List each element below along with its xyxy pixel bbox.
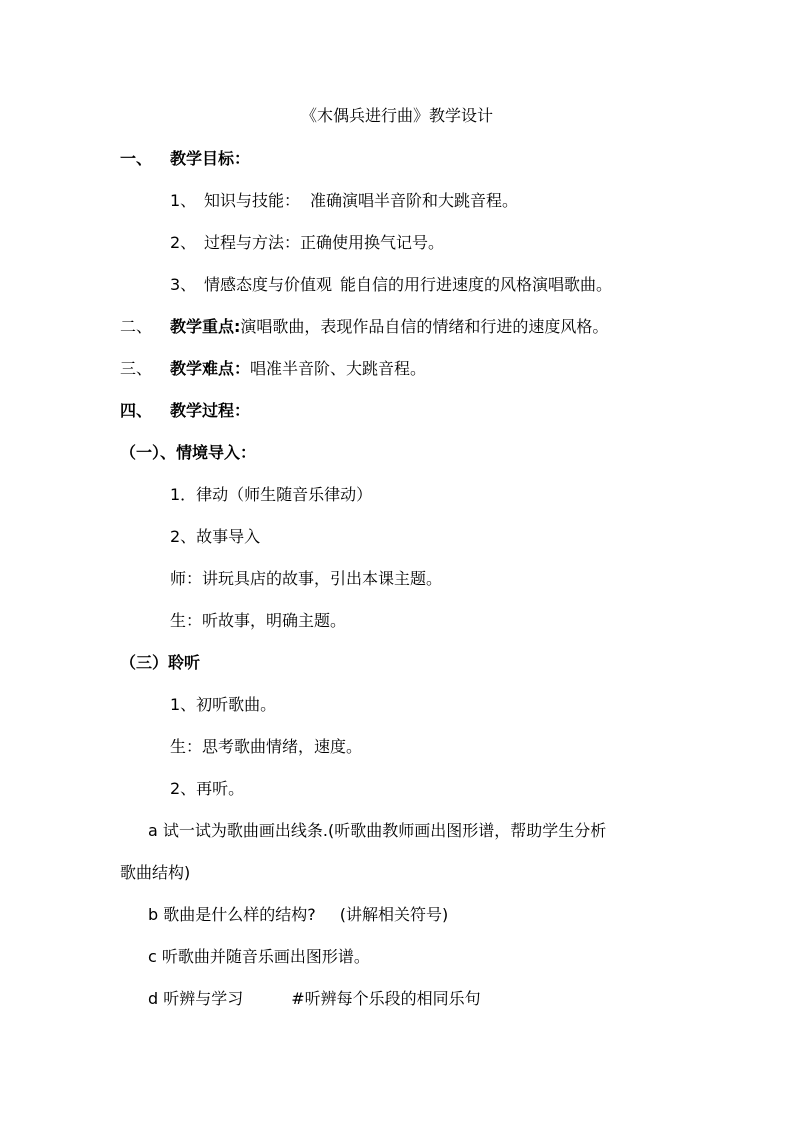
item-b-text: b 歌曲是什么样的结构? (148, 905, 316, 924)
objective-text: 准确演唱半音阶和大跳音程。 (310, 191, 519, 210)
objective-attitude (170, 274, 612, 296)
item-d-note: #听辨每个乐段的相同乐句 (291, 989, 481, 1008)
section-text: 演唱歌曲，表现作品自信的情绪和行进的速度风格。 (240, 317, 609, 336)
step-story-intro: 2、故事导入 (170, 527, 261, 546)
objective-label: 情感态度与价值观 (204, 275, 333, 294)
objective-knowledge (170, 190, 518, 212)
item-b (148, 904, 448, 926)
section-text: 唱准半音阶、大跳音程。 (250, 359, 427, 378)
teacher-activity: 师：讲玩具店的故事，引出本课主题。 (170, 569, 443, 588)
section-number: 四、 (120, 401, 153, 420)
section-heading: 教学目标： (170, 149, 251, 168)
section-difficulties (120, 358, 426, 380)
subsection-situation-intro: （一）、情境导入： (120, 443, 257, 462)
student-think: 生：思考歌曲情绪，速度。 (170, 737, 363, 756)
listen-again: 2、再听。 (170, 779, 245, 798)
objective-number: 1、 (170, 191, 197, 210)
item-c: c 听歌曲并随音乐画出图形谱。 (148, 947, 370, 966)
objective-text: 能自信的用行进速度的风格演唱歌曲。 (340, 275, 613, 294)
section-teaching-objectives (120, 148, 250, 170)
item-d-text: d 听辨与学习 (148, 989, 244, 1008)
document-title: 《木偶兵进行曲》教学设计 (300, 106, 493, 125)
item-b-note: (讲解相关符号) (339, 905, 449, 924)
objective-number: 3、 (170, 275, 197, 294)
section-key-points (120, 316, 608, 338)
section-number: 二、 (120, 317, 153, 336)
section-number: 三、 (120, 359, 153, 378)
section-teaching-process (120, 400, 250, 422)
section-number: 一、 (120, 149, 153, 168)
subsection-listening: （三）聆听 (120, 653, 201, 672)
item-a-line-1: a 试一试为歌曲画出线条.(听歌曲教师画出图形谱，帮助学生分析 (148, 821, 607, 840)
step-rhythm: 1．律动（师生随音乐律动） (170, 485, 373, 504)
section-heading: 教学难点： (170, 359, 251, 378)
objective-number: 2、 (170, 233, 197, 252)
objective-text: 正确使用换气记号。 (300, 233, 445, 252)
item-d (148, 988, 481, 1010)
objective-label: 过程与方法： (204, 233, 301, 252)
section-heading: 教学过程： (170, 401, 251, 420)
student-activity: 生：听故事，明确主题。 (170, 611, 347, 630)
objective-process (170, 232, 444, 254)
item-a-line-2: 歌曲结构) (120, 863, 191, 882)
section-heading: 教学重点: (170, 317, 241, 336)
listen-first: 1、初听歌曲。 (170, 695, 277, 714)
objective-label: 知识与技能： (204, 191, 301, 210)
